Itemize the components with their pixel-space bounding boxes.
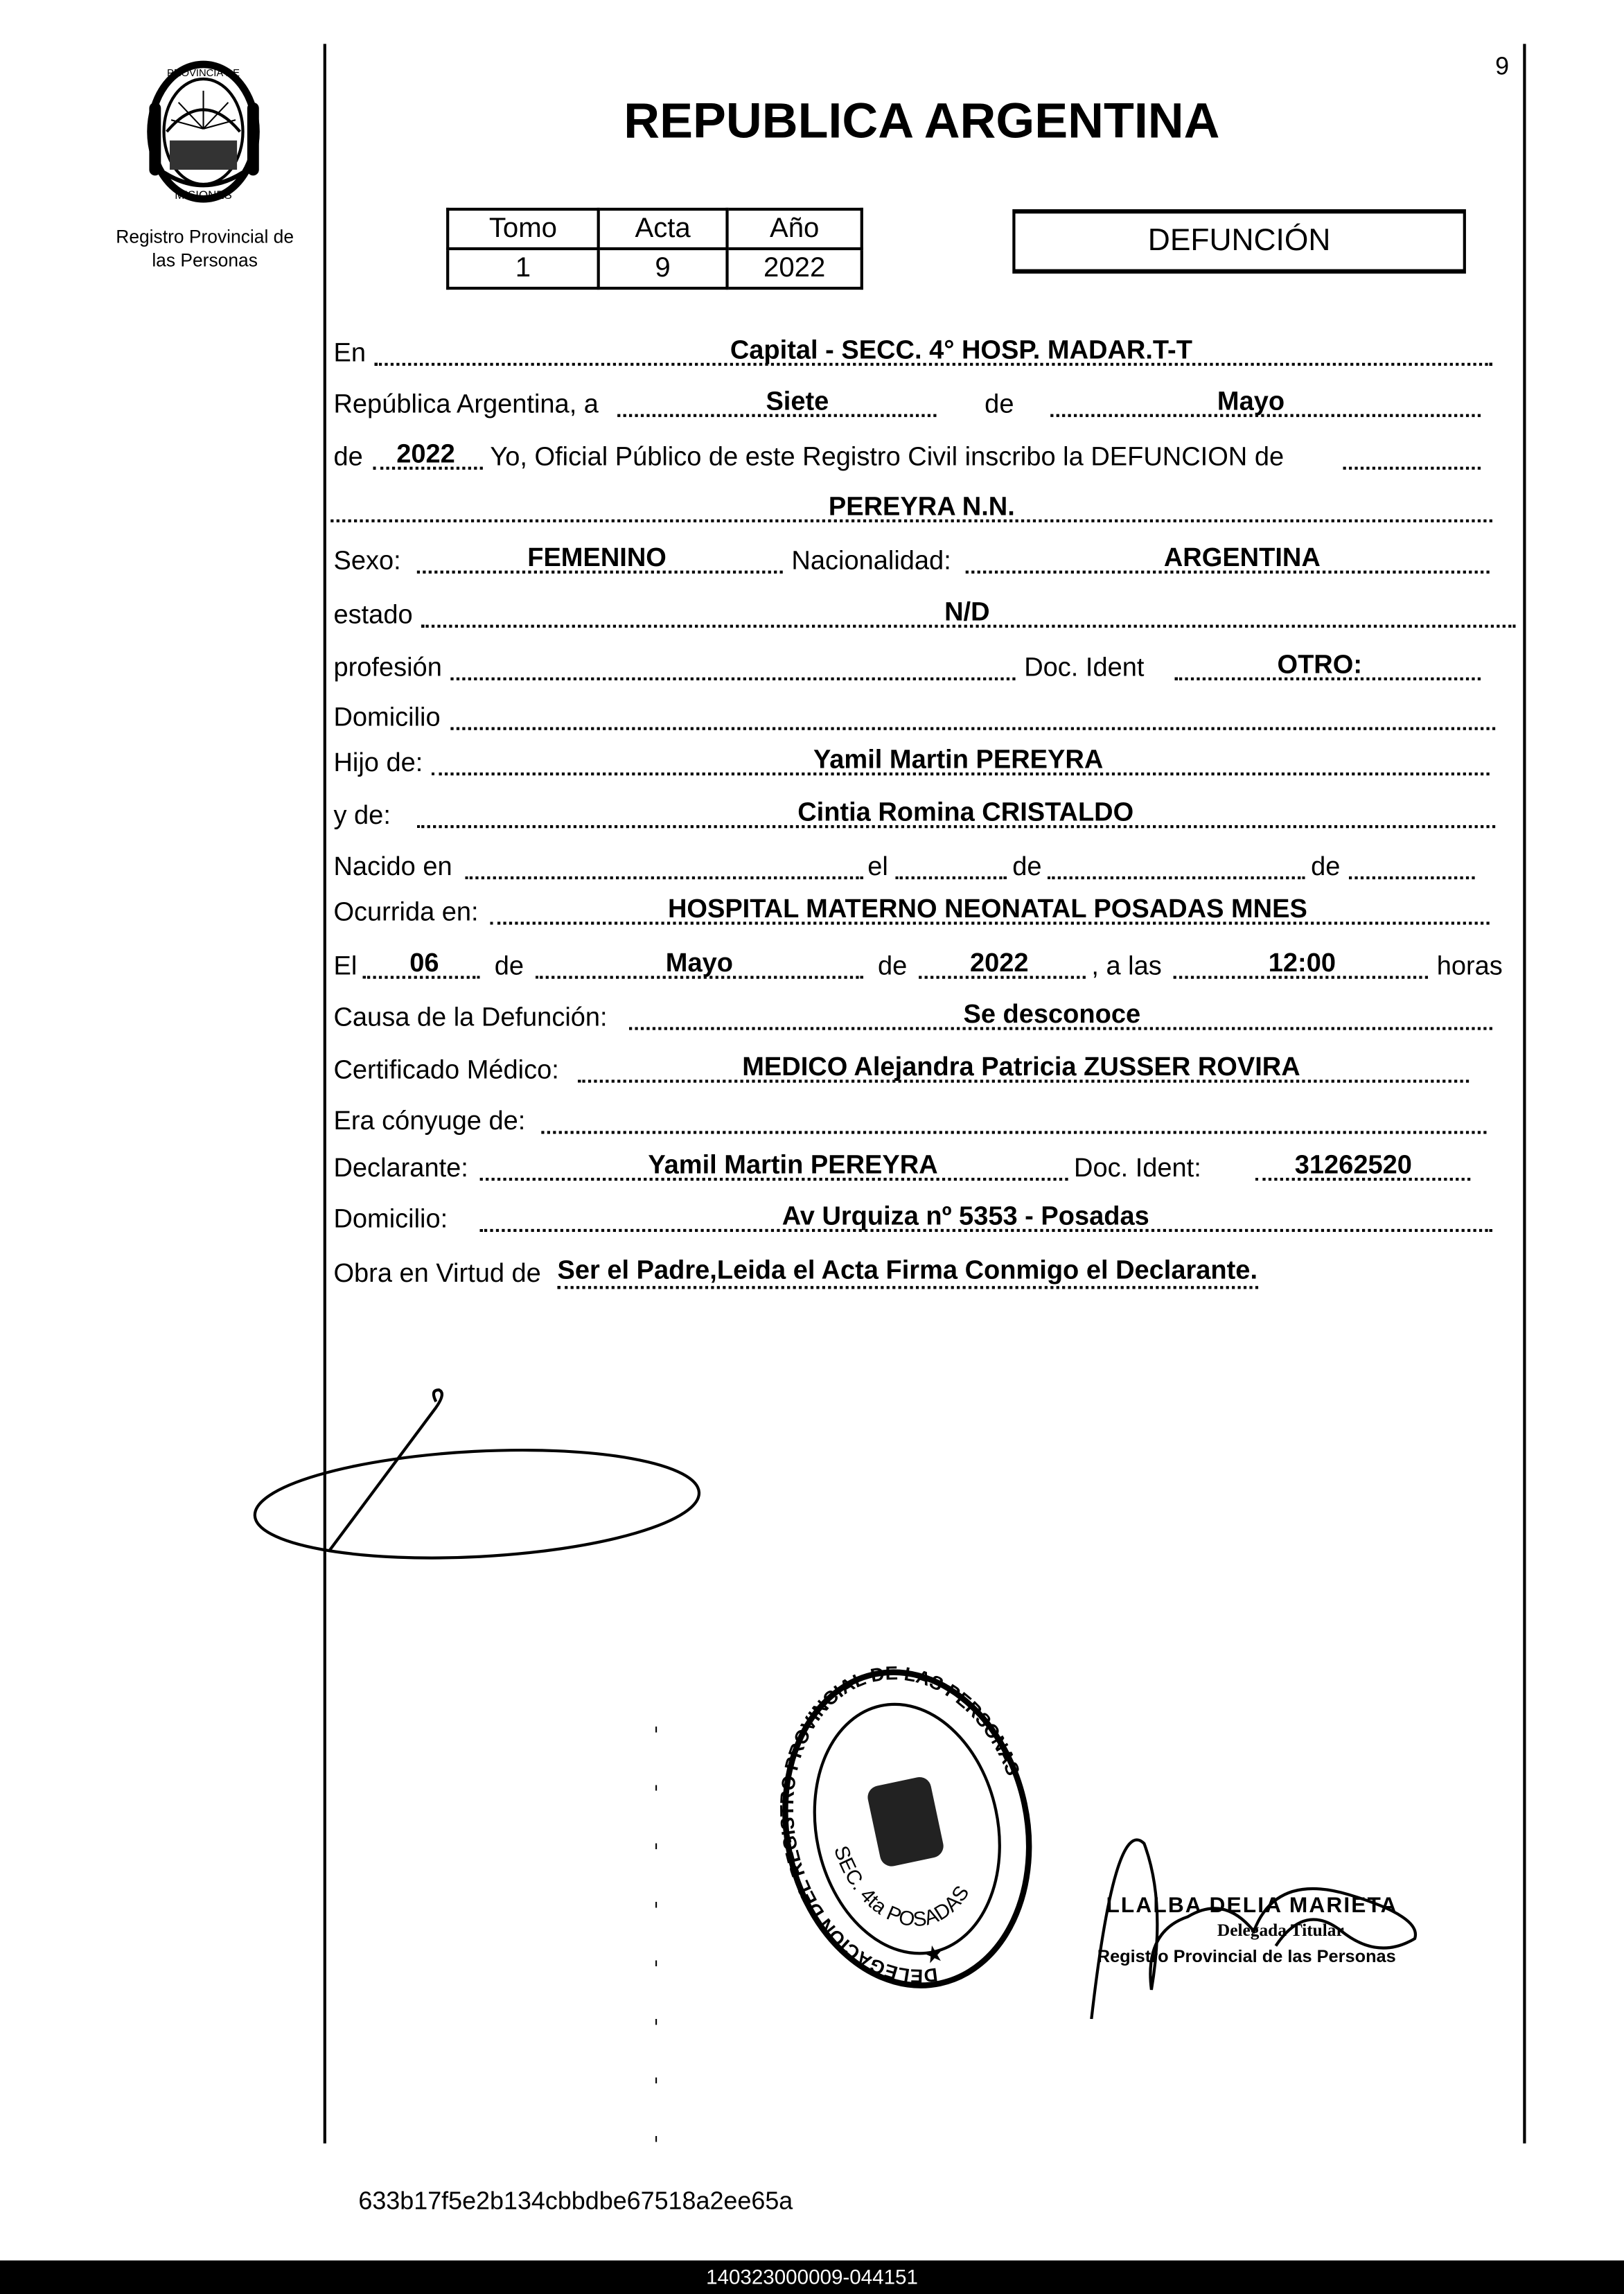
- en-label: En: [333, 337, 366, 368]
- logo-text-top: PROVINCIA DE: [167, 67, 240, 79]
- official-role: Delegada Titular: [1217, 1919, 1344, 1941]
- year-label: de: [333, 441, 363, 471]
- registry-line-2: las Personas: [152, 250, 258, 271]
- official-office: Registro Provincial de las Personas: [1097, 1946, 1396, 1967]
- value-acta: 9: [599, 249, 727, 288]
- header-tomo: Tomo: [448, 209, 599, 249]
- y-de-label: y de:: [333, 800, 391, 830]
- declarante-domicilio-value: Av Urquiza nº 5353 - Posadas: [782, 1201, 1149, 1230]
- document-hash: 633b17f5e2b134cbbdbe67518a2ee65a: [358, 2187, 793, 2216]
- declarante-domicilio-label: Domicilio:: [333, 1203, 448, 1234]
- conyuge-label: Era cónyuge de:: [333, 1106, 526, 1136]
- logo-text-bottom: MISIONES: [175, 188, 232, 202]
- death-time-value: 12:00: [1268, 948, 1336, 978]
- registry-line-1: Registro Provincial de: [116, 227, 294, 247]
- value-anio: 2022: [727, 249, 862, 288]
- declarante-doc-label: Doc. Ident:: [1073, 1153, 1201, 1183]
- sexo-value: FEMENINO: [527, 542, 667, 572]
- document-title: REPUBLICA ARGENTINA: [624, 94, 1220, 150]
- declarant-signature: [249, 1375, 717, 1595]
- mother-value: Cintia Romina CRISTALDO: [797, 797, 1134, 827]
- nacionalidad-value: ARGENTINA: [1163, 542, 1321, 572]
- profesion-label: profesión: [333, 652, 442, 682]
- header-anio: Año: [727, 209, 862, 249]
- record-type-box: DEFUNCIÓN: [1012, 209, 1466, 274]
- header-acta: Acta: [599, 209, 727, 249]
- nacido-de2-label: de: [1311, 852, 1341, 881]
- doc-ident-label: Doc. Ident: [1024, 652, 1145, 682]
- official-name: LLALBA DELIA MARIETA: [1106, 1893, 1398, 1918]
- causa-label: Causa de la Defunción:: [333, 1002, 608, 1032]
- a-las-label: , a las: [1091, 951, 1162, 980]
- hijo-label: Hijo de:: [333, 748, 423, 777]
- domicilio-label: Domicilio: [333, 702, 441, 732]
- left-margin-line: [324, 44, 326, 2143]
- estado-label: estado: [333, 599, 413, 630]
- province-coat-of-arms-icon: [134, 58, 274, 204]
- nacionalidad-label: Nacionalidad:: [791, 545, 951, 575]
- father-value: Yamil Martin PEREYRA: [813, 744, 1104, 775]
- doc-ident-value: OTRO:: [1277, 649, 1362, 679]
- inscribo-dotted-line: [1343, 467, 1481, 470]
- certificado-label: Certificado Médico:: [333, 1055, 559, 1084]
- official-signature-block: [1086, 1815, 1481, 2020]
- record-table-header-row: [448, 209, 862, 249]
- domicilio-dotted-line: [450, 727, 1495, 730]
- death-de1-label: de: [494, 951, 524, 980]
- record-table-value-row: [448, 249, 862, 288]
- ocurrida-value: HOSPITAL MATERNO NEONATAL POSADAS MNES: [667, 894, 1307, 924]
- obra-label: Obra en Virtud de: [333, 1258, 541, 1288]
- estado-value: N/D: [944, 597, 990, 626]
- stamp-outer-text: DELEGACION DEL REGISTRO PROVINCIAL DE LAS PERSONAS: [775, 1662, 1025, 1987]
- republica-label: República Argentina, a: [333, 389, 599, 418]
- footer-id-bar: 140323000009-044151: [0, 2261, 1624, 2294]
- nacido-day-dotted-line: [895, 876, 1006, 879]
- declarante-label: Declarante:: [333, 1153, 468, 1183]
- ocurrida-label: Ocurrida en:: [333, 897, 479, 926]
- declarante-doc-value: 31262520: [1294, 1149, 1412, 1180]
- day-value: Siete: [766, 386, 829, 416]
- fold-marks: [655, 1727, 657, 2166]
- nacido-place-dotted-line: [466, 876, 863, 879]
- registry-name: [88, 225, 322, 272]
- page-number: 9: [1495, 53, 1510, 81]
- deceased-name-value: PEREYRA N.N.: [828, 491, 1015, 521]
- obra-value: Ser el Padre,Leida el Acta Firma Conmigo el Declarante.: [558, 1255, 1257, 1289]
- death-de2-label: de: [878, 951, 908, 980]
- causa-value: Se desconoce: [963, 999, 1141, 1029]
- de-label: de: [985, 389, 1014, 418]
- inscribo-text: Yo, Oficial Público de este Registro Civil inscribo la DEFUNCION de: [490, 441, 1285, 471]
- death-day-value: 06: [409, 948, 439, 978]
- svg-text:★: ★: [921, 1939, 947, 1970]
- nacido-label: Nacido en: [333, 852, 452, 881]
- el-label: El: [333, 951, 358, 980]
- month-value: Mayo: [1217, 386, 1285, 416]
- stamp-inner-text: SEC. 4ta POSADAS: [829, 1842, 974, 1932]
- death-month-value: Mayo: [665, 948, 733, 978]
- horas-label: horas: [1436, 951, 1503, 980]
- value-tomo: 1: [448, 249, 599, 288]
- record-table: [446, 208, 863, 290]
- en-value: Capital - SECC. 4° HOSP. MADAR.T-T: [730, 335, 1192, 364]
- profesion-dotted-line: [450, 678, 1015, 680]
- death-year-value: 2022: [969, 948, 1029, 978]
- declarante-value: Yamil Martin PEREYRA: [648, 1149, 938, 1180]
- nacido-de1-label: de: [1012, 852, 1042, 881]
- conyuge-dotted-line: [541, 1131, 1486, 1133]
- certificado-value: MEDICO Alejandra Patricia ZUSSER ROVIRA: [742, 1052, 1300, 1082]
- year-value: 2022: [396, 439, 455, 468]
- nacido-year-dotted-line: [1349, 876, 1475, 879]
- nacido-el-label: el: [867, 852, 888, 881]
- official-stamp: [775, 1661, 1039, 1997]
- sexo-label: Sexo:: [333, 545, 401, 575]
- nacido-month-dotted-line: [1048, 876, 1305, 879]
